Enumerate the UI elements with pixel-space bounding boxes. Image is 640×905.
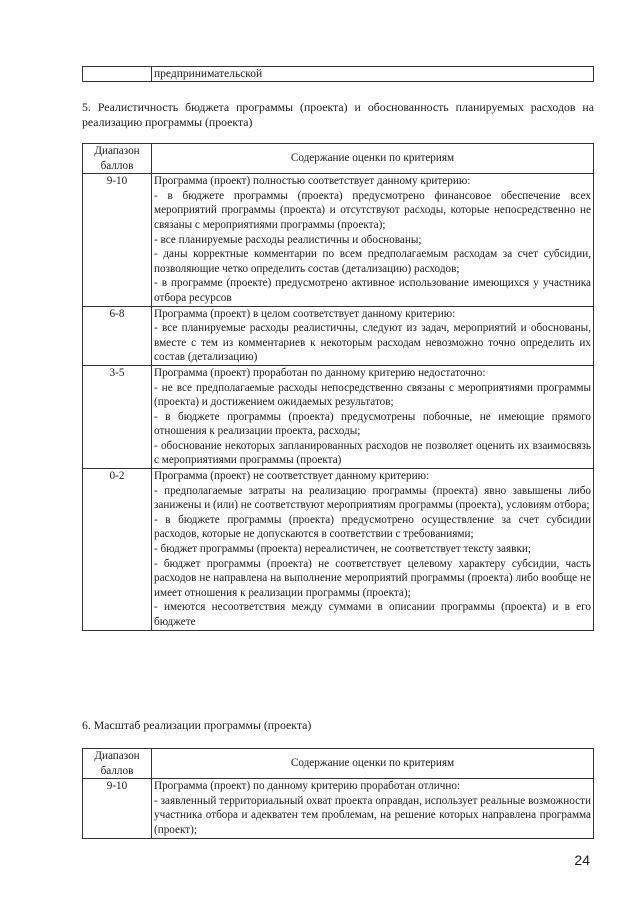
criteria-cell (152, 365, 594, 468)
range-cell: 9-10 (83, 779, 152, 838)
criteria-line: - все планируемые расходы реалистичны, следуют из задач, мероприятий и обоснованы, вместе с тем из комментариев к некоторым расходам невозможно точно определить их состав (детализацию) (154, 322, 591, 364)
criteria-line: - заявленный территориальный охват проекта оправдан, использует реальные возможности участника отбора и адекватен тем проблемам, на решение которых направлена программа (проект); (154, 794, 591, 836)
table-header-row (83, 144, 594, 174)
header-criteria: Содержание оценки по критериям (152, 749, 594, 779)
header-range: Диапазон баллов (83, 144, 152, 174)
criteria-line: Программа (проект) по данному критерию проработан отлично: (154, 780, 461, 793)
range-cell: 9-10 (83, 174, 152, 306)
criteria-line: - обоснование некоторых запланированных расходов не позволяет оценить их взаимосвязь с мероприятиями программы (проекта) (154, 439, 591, 467)
criteria-line: Программа (проект) полностью соответствует данному критерию: (154, 175, 471, 188)
criteria-line: - даны корректные комментарии по всем предполагаемым расходам за счет субсидии, позволяющие четко определить состав (детализацию) расходов; (154, 248, 591, 275)
criteria-line: - бюджет программы (проекта) не соответствует целевому характеру субсидии, часть расходов не направлена на выполнение мероприятий программы (проекта) либо вообще не имеет отношения к реализации программы (проекта); (154, 557, 591, 599)
criteria-cell: предпринимательской (152, 67, 594, 82)
criteria-line: - все планируемые расходы реалистичны и обоснованы; (154, 233, 422, 246)
table-row (83, 174, 594, 306)
section-5-table (82, 143, 594, 631)
range-cell (83, 67, 152, 82)
criteria-line: Программа (проект) проработан по данному критерию недостаточно: (154, 366, 486, 379)
range-cell: 0-2 (83, 469, 152, 631)
criteria-line: Программа (проект) в целом соответствует данному критерию: (154, 307, 456, 320)
table-row (83, 779, 594, 838)
criteria-cell (152, 779, 594, 838)
table-row (83, 67, 594, 82)
criteria-line: - бюджет программы (проекта) нереалистичен, не соответствует тексту заявки; (154, 543, 531, 556)
range-cell: 3-5 (83, 365, 152, 468)
criteria-line: - в бюджете программы (проекта) предусмотрено осуществление за счет субсидии расходов, которые не допускаются в соответствии с требованиями; (154, 513, 591, 541)
criteria-cell (152, 469, 594, 631)
table-row (83, 306, 594, 365)
table-row (83, 365, 594, 468)
table-row (83, 469, 594, 631)
page-number: 24 (574, 852, 590, 868)
section-5-heading: 5. Реалистичность бюджета программы (проекта) и обоснованность планируемых расходов на реализацию программы (проекта) (82, 100, 594, 129)
criteria-line: - в бюджете программы (проекта) предусмотрены побочные, не имеющие прямого отношения к реализации проекта, расходы; (154, 410, 591, 438)
top-table-fragment (82, 66, 594, 82)
section-6-heading: 6. Масштаб реализации программы (проекта) (82, 718, 312, 732)
criteria-line: - не все предполагаемые расходы непосредственно связаны с мероприятиями программы (проекта) и достижением ожидаемых результатов; (154, 381, 591, 409)
criteria-cell (152, 306, 594, 365)
range-cell: 6-8 (83, 306, 152, 365)
section-6-table (82, 748, 594, 839)
criteria-line: Программа (проект) не соответствует данному критерию: (154, 470, 430, 483)
header-range: Диапазон баллов (83, 749, 152, 779)
table-header-row (83, 749, 594, 779)
criteria-line: - имеются несоответствия между суммами в описании программы (проекта) и в его бюджете (154, 601, 591, 628)
criteria-line: - в бюджете программы (проекта) предусмотрено финансовое обеспечение всех мероприятий программы (проекта) и отсутствуют расходы, которые непосредственно не связаны с мероприятиями программы (проекта); (154, 189, 591, 231)
criteria-cell (152, 174, 594, 306)
criteria-line: - предполагаемые затраты на реализацию программы (проекта) явно завышены либо занижены и (или) не соответствуют мероприятиям программы (проекта), условиям отбора; (154, 484, 591, 512)
header-criteria: Содержание оценки по критериям (152, 144, 594, 174)
criteria-line: - в программе (проекте) предусмотрено активное использование имеющихся у участника отбора ресурсов (154, 277, 591, 304)
